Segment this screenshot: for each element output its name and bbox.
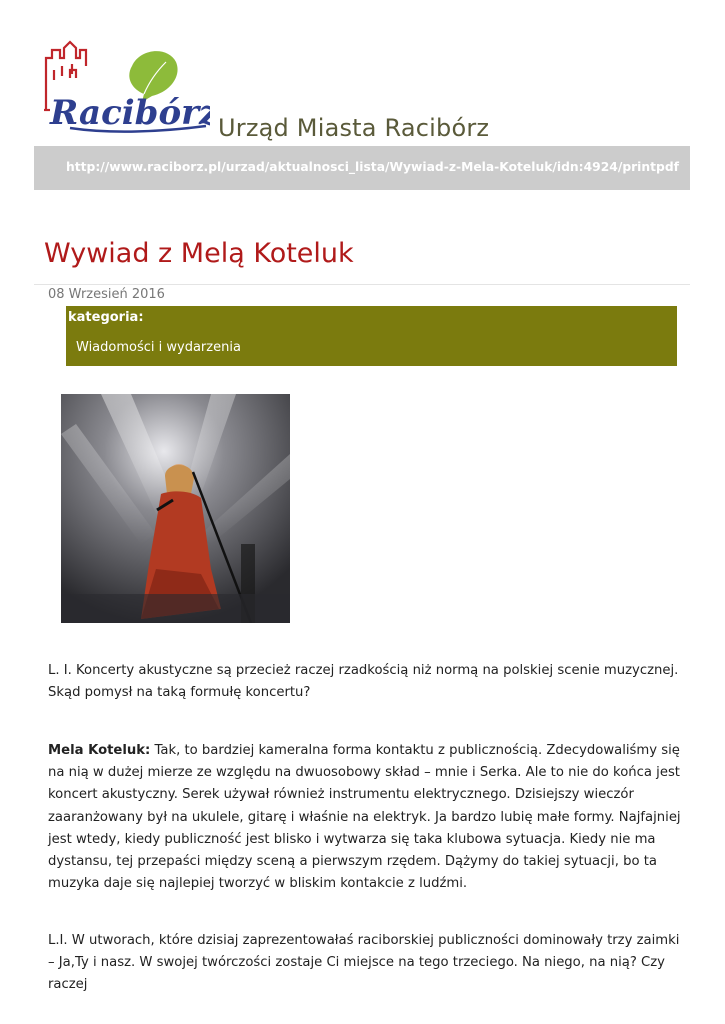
- raciborz-logo: [40, 40, 210, 140]
- logo-wordmark: Racibórz: [50, 93, 210, 133]
- divider: [34, 284, 690, 285]
- paragraph-question-1: L. I. Koncerty akustyczne są przecież raczej rzadkością niż normą na polskiej scenie muzycznej. Skąd pomysł na taką formułę koncertu?: [48, 663, 679, 701]
- answer-text: Tak, to bardziej kameralna forma kontaktu z publicznością. Zdecydowaliśmy się na nią w dużej mierze ze względu na dwuosobowy skład – mnie i Serka. Ale to nie do końca jest koncert akustyczny. Serek używał również instrumentu elektrycznego. Dzisiejszy wieczór zaaranżowany był na ukulele, gitarę i właśnie na elektryk. Ja bardzo lubię małe formy. Najfajniej jest wtedy, kiedy publiczność jest blisko i wytwarza się taka klubowa sytuacja. Kiedy nie ma dystansu, tej przepaści między sceną a pierwszym rzędem. Dążymy do takiej sytuacji, bo ta muzyka daje się najlepiej tworzyć w bliskim kontakcie z ludźmi.: [48, 743, 681, 892]
- category-label: kategoria:: [68, 310, 144, 325]
- url-bar: [34, 146, 690, 190]
- page-url[interactable]: http://www.raciborz.pl/urzad/aktualnosci_lista/Wywiad-z-Mela-Koteluk/idn:4924/printpdf: [66, 160, 679, 174]
- page-title: Wywiad z Melą Koteluk: [44, 238, 354, 269]
- article-date: 08 Wrzesień 2016: [48, 287, 165, 302]
- paragraph-answer-1: [48, 740, 688, 895]
- speaker-name: Mela Koteluk:: [48, 743, 151, 758]
- category-value[interactable]: Wiadomości i wydarzenia: [76, 340, 241, 355]
- paragraph-question-2: L.I. W utworach, które dzisiaj zaprezentowałaś raciborskiej publiczności dominowały trzy zaimki – Ja,Ty i nasz. W swojej twórczości zostaje Ci miejsce na tego trzeciego. Na niego, na nią? Czy raczej: [48, 933, 680, 993]
- article-photo: [61, 394, 290, 623]
- site-name: Urząd Miasta Racibórz: [218, 114, 490, 142]
- category-box: [66, 306, 677, 366]
